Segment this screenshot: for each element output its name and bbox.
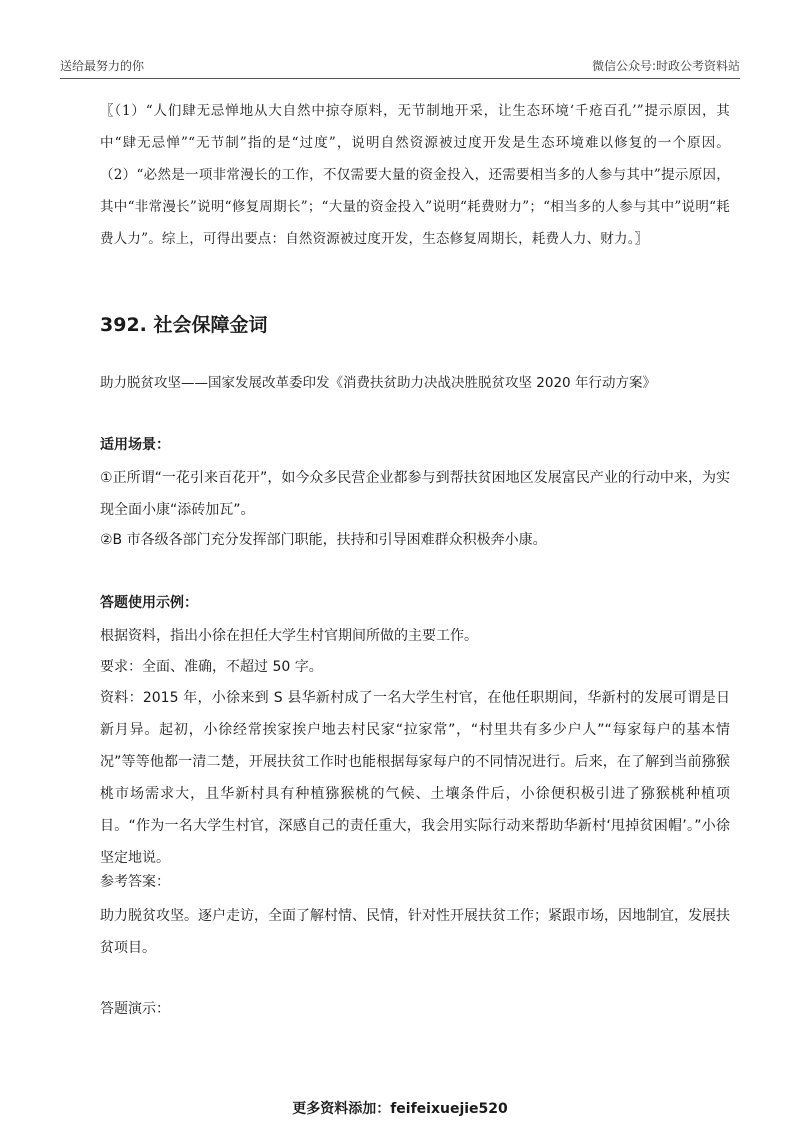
scene-item-1: ①正所谓“一花引来百花开”，如今众多民营企业都参与到帮扶贫困地区发展富民产业的行动中来，为实现全面小康“添砖加瓦”。 bbox=[100, 470, 730, 518]
example-material: 资料：2015 年，小徐来到 S 县华新村成了一名大学生村官，在他任职期间，华新村的发展可谓是日新月异。起初，小徐经常挨家挨户地去村民家“拉家常”，“村里共有多少户人”“每家每户的基本情况”等等他都一清二楚，开展扶贫工作时也能根据每家每户的不同情况进行。后来，在了解到当前猕猴桃市场需求大，且华新村具有种植猕猴桃的气候、土壤条件后，小徐便积极引进了猕猴桃种植项目。“作为一名大学生村官，深感自己的责任重大，我会用实际行动来帮助华新村‘甩掉贫困帽’。”小徐坚定地说。 bbox=[100, 690, 730, 866]
scene-item-2: ②B 市各级各部门充分发挥部门职能，扶持和引导困难群众积极奔小康。 bbox=[100, 532, 547, 548]
header-right-text: 微信公众号:时政公考资料站 bbox=[591, 58, 740, 73]
header-left-text: 送给最努力的你 bbox=[60, 58, 145, 73]
example-question: 根据资料，指出小徐在担任大学生村官期间所做的主要工作。 bbox=[100, 628, 478, 644]
answer-text: 助力脱贫攻坚。逐户走访，全面了解村情、民情，针对性开展扶贫工作；紧跟市场，因地制宜，发展扶贫项目。 bbox=[100, 908, 730, 956]
page-header bbox=[60, 55, 740, 75]
scenes-label: 适用场景： bbox=[100, 437, 170, 453]
example-requirement: 要求：全面、准确，不超过 50 字。 bbox=[100, 659, 323, 675]
section-subtitle: 助力脱贫攻坚——国家发展改革委印发《消费扶贫助力决战决胜脱贫攻坚 2020 年行动方案》 bbox=[100, 375, 656, 391]
answer-label: 参考答案： bbox=[100, 874, 170, 890]
example-label: 答题使用示例： bbox=[100, 595, 198, 611]
analysis-paragraph: 〖（1）“人们肆无忌惮地从大自然中掠夺原料，无节制地开采，让生态环境‘千疮百孔’”提示原因，其中“肆无忌惮”“无节制”指的是“过度”，说明自然资源被过度开发是生态环境难以修复的一个原因。（2）“必然是一项非常漫长的工作，不仅需要大量的资金投入，还需要相当多的人参与其中”提示原因，其中“非常漫长”说明“修复周期长”；“大量的资金投入”说明“耗费财力”；“相当多的人参与其中”说明“耗费人力”。综上，可得出要点：自然资源被过度开发，生态修复周期长，耗费人力、财力。〗 bbox=[100, 103, 730, 247]
demo-label: 答题演示： bbox=[100, 1001, 170, 1017]
header-divider bbox=[60, 78, 740, 79]
footer-contact: 更多资料添加：feifeixuejie520 bbox=[292, 1101, 508, 1117]
section-title: 392. 社会保障金词 bbox=[100, 314, 268, 336]
